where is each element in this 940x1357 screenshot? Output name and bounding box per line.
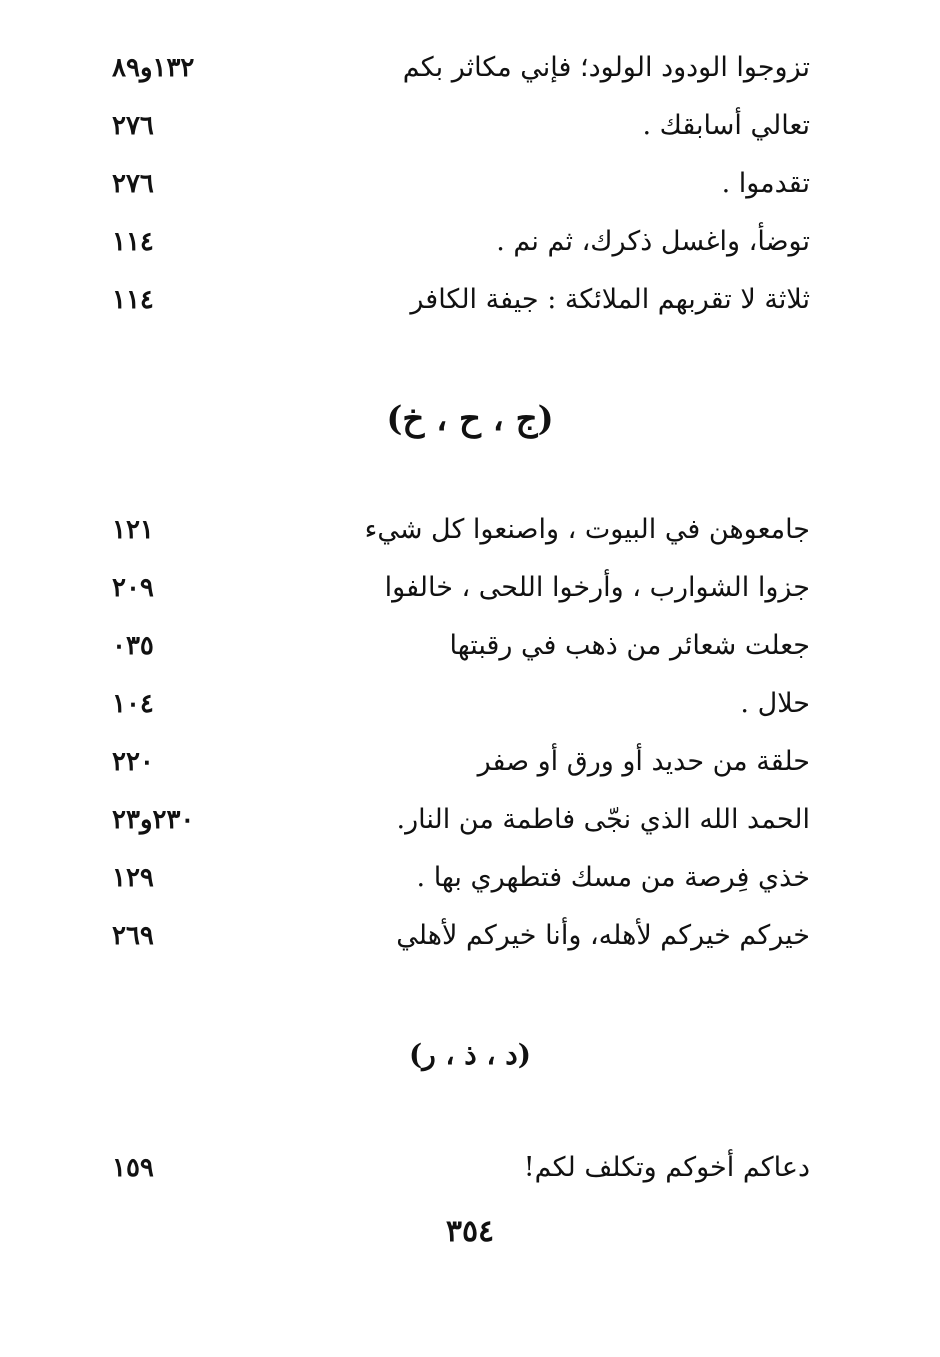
page-reference: ٢٦٩ <box>112 921 154 951</box>
index-entry <box>100 682 810 726</box>
page-reference: ٢٠٩ <box>112 573 154 603</box>
index-entry <box>100 856 810 900</box>
page-reference: ٢٣٠و٢٣ <box>112 805 195 835</box>
index-entry <box>100 508 810 552</box>
hadith-text: جعلت شعائر من ذهب في رقبتها <box>449 630 810 661</box>
index-entry <box>100 278 810 322</box>
hadith-text: تقدموا . <box>721 168 810 199</box>
page-reference: ٢٢٠ <box>112 747 154 777</box>
index-entry <box>100 104 810 148</box>
hadith-text: تزوجوا الودود الولود؛ فإني مكاثر بكم <box>402 52 810 83</box>
section-heading: (ج ، ح ، خ) <box>386 399 554 439</box>
page-reference: ١٢٩ <box>112 863 154 893</box>
index-entry <box>100 1146 810 1190</box>
page-reference: ٠٣٥ <box>112 631 154 661</box>
hadith-text: خذي فِرصة من مسك فتطهري بها . <box>416 862 810 893</box>
index-entry <box>100 220 810 264</box>
hadith-text: حلال . <box>740 688 810 719</box>
page-reference: ١١٤ <box>112 285 154 315</box>
page-reference: ١٥٩ <box>112 1153 154 1183</box>
page-reference: ٢٧٦ <box>112 169 154 199</box>
index-entry <box>100 624 810 668</box>
index-entry <box>100 798 810 842</box>
page-reference: ٢٧٦ <box>112 111 154 141</box>
page-reference: ١٠٤ <box>112 689 154 719</box>
hadith-text: حلقة من حديد أو ورق أو صفر <box>477 746 810 777</box>
hadith-text: خيركم خيركم لأهله، وأنا خيركم لأهلي <box>396 920 810 951</box>
index-entry <box>100 566 810 610</box>
hadith-text: الحمد الله الذي نجّى فاطمة من النار. <box>396 804 810 835</box>
page-reference: ١١٤ <box>112 227 154 257</box>
index-entry <box>100 740 810 784</box>
page-number: ٣٥٤ <box>445 1214 495 1249</box>
page-reference: ١٣٢و٨٩ <box>112 53 195 83</box>
index-entry <box>100 162 810 206</box>
section-heading: (د ، ذ ، ر) <box>408 1038 532 1071</box>
index-entry <box>100 46 810 90</box>
index-entry <box>100 914 810 958</box>
page-reference: ١٢١ <box>112 515 154 545</box>
hadith-text: جامعوهن في البيوت ، واصنعوا كل شيء <box>364 514 810 545</box>
hadith-text: توضأ، واغسل ذكرك، ثم نم . <box>496 226 810 257</box>
hadith-text: دعاكم أخوكم وتكلف لكم! <box>523 1152 810 1183</box>
hadith-text: تعالي أسابقك . <box>642 110 810 141</box>
hadith-text: جزوا الشوارب ، وأرخوا اللحى ، خالفوا <box>384 572 810 603</box>
hadith-text: ثلاثة لا تقربهم الملائكة : جيفة الكافر <box>410 284 810 315</box>
